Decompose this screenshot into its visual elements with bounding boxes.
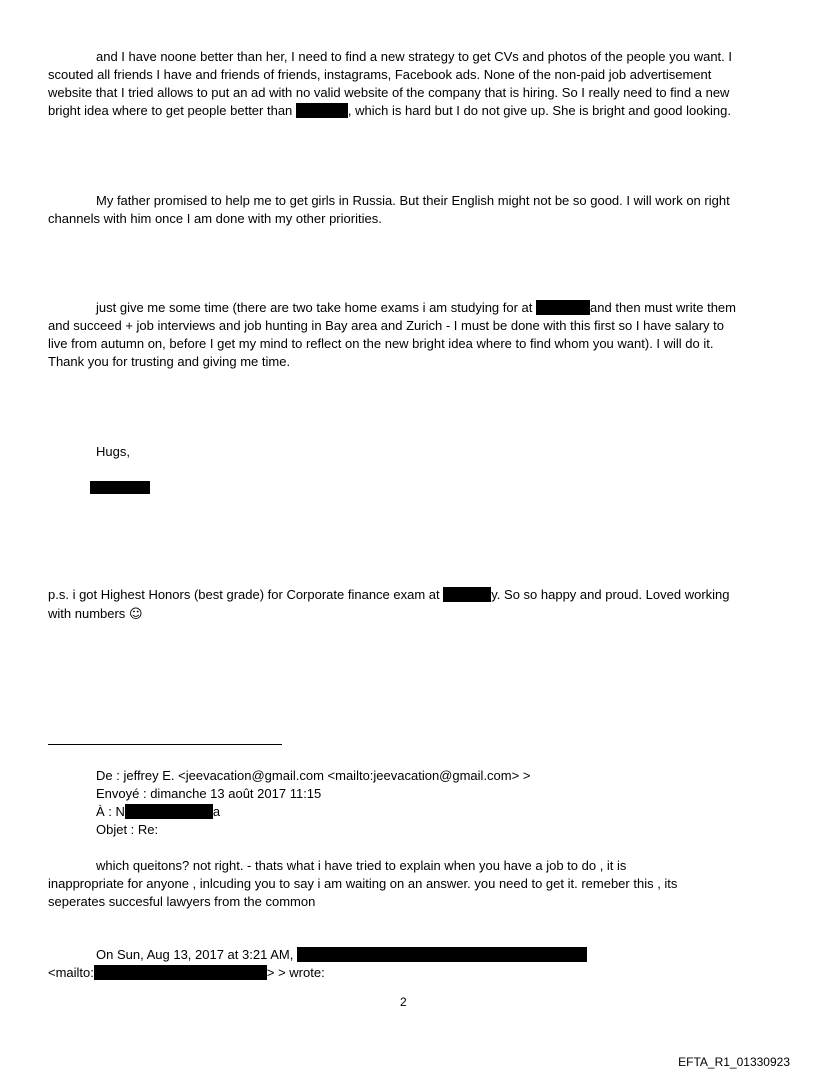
body-text-line: My father promised to help me to get girls in Russia. But their English might not be so good. I will work on right (96, 193, 730, 208)
email-header-from: De : jeffrey E. <jeevacation@gmail.com <mailto:jeevacation@gmail.com> > (96, 768, 531, 783)
reply-text-line: seperates succesful lawyers from the common (48, 894, 316, 909)
text-segment: À : N (96, 804, 125, 819)
redaction-block (536, 300, 590, 315)
ps-text-line (48, 586, 730, 604)
separator-rule (48, 744, 282, 745)
text-segment: On Sun, Aug 13, 2017 at 3:21 AM, (96, 947, 294, 962)
reply-text-line: inappropriate for anyone , inlcuding you to say i am waiting on an answer. you need to get it. remeber this , its (48, 876, 678, 891)
body-text-line: live from autumn on, before I get my mind to reflect on the new bright idea where to find whom you want). I will do it. (48, 336, 714, 351)
text-segment: just give me some time (there are two take home exams i am studying for at (96, 300, 533, 315)
body-text-line (96, 299, 736, 317)
text-segment: > > wrote: (266, 965, 325, 980)
redaction-block (125, 804, 213, 819)
ps-text-line (48, 605, 143, 623)
text-segment: , which is hard but I do not give up. She is bright and good looking. (347, 103, 731, 118)
text-segment: bright idea where to get people better than (48, 103, 293, 118)
signature-redaction (90, 481, 150, 494)
quote-header-line (96, 946, 587, 964)
document-id: EFTA_R1_01330923 (678, 1055, 790, 1069)
redaction-block (94, 965, 267, 980)
body-text-line: and succeed + job interviews and job hunting in Bay area and Zurich - I must be done with this first so I have salary to (48, 318, 725, 333)
text-segment: and then must write them (590, 300, 736, 315)
quote-header-line (48, 964, 325, 982)
body-text-line: Thank you for trusting and giving me time. (48, 354, 291, 369)
closing-text: Hugs, (96, 444, 130, 459)
body-text-line: channels with him once I am done with my other priorities. (48, 211, 382, 226)
text-segment: a (212, 804, 221, 819)
email-header-to (96, 803, 220, 821)
text-segment: p.s. i got Highest Honors (best grade) for Corporate finance exam at (48, 587, 440, 602)
reply-text-line: which queitons? not right. - thats what i have tried to explain when you have a job to do , it is (96, 858, 627, 873)
body-text-line: website that I tried allows to put an ad with no valid website of the company that is hiring. So I really need to find a new (48, 85, 730, 100)
text-segment: y. So so happy and proud. Loved working (491, 587, 730, 602)
page-number: 2 (400, 995, 407, 1009)
redaction-block (443, 587, 491, 602)
redaction-block (296, 103, 348, 118)
body-text-line: scouted all friends I have and friends of friends, instagrams, Facebook ads. None of the non-paid job advertisement (48, 67, 712, 82)
redaction-block (297, 947, 587, 962)
body-text-line (48, 102, 731, 120)
text-segment: <mailto: (48, 965, 94, 980)
email-header-subject: Objet : Re: (96, 822, 159, 837)
smiley-icon: ☺ (128, 607, 143, 622)
email-header-sent: Envoyé : dimanche 13 août 2017 11:15 (96, 786, 322, 801)
body-text-line: and I have noone better than her, I need to find a new strategy to get CVs and photos of the people you want. I (96, 49, 732, 64)
text-segment: with numbers (48, 606, 126, 621)
